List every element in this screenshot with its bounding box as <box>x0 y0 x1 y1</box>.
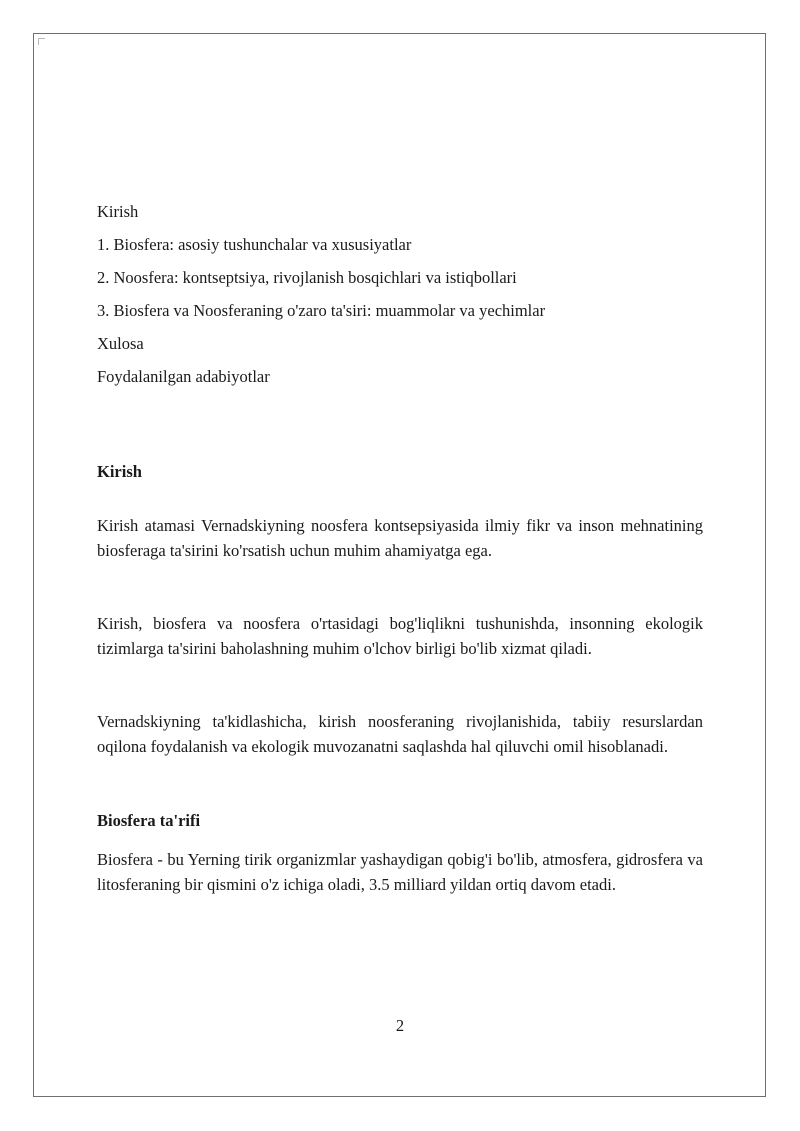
toc-item-noosphere: 2. Noosfera: kontseptsiya, rivojlanish bosqichlari va istiqbollari <box>97 268 517 287</box>
toc-item-interaction: 3. Biosfera va Noosferaning o'zaro ta'siri: muammolar va yechimlar <box>97 301 546 320</box>
intro-paragraph-1: Kirish atamasi Vernadskiyning noosfera kontsepsiyasida ilmiy fikr va inson mehnatining biosferaga ta'sirini ko'rsatish uchun muhim ahamiyatga ega. <box>97 516 703 560</box>
intro-paragraph-3: Vernadskiyning ta'kidlashicha, kirish noosferaning rivojlanishida, tabiiy resurslardan oqilona foydalanish va ekologik muvozanatni saqlashda hal qiluvchi omil hisoblanadi. <box>97 712 703 756</box>
page-number: 2 <box>395 1016 405 1035</box>
table-of-contents <box>97 200 703 398</box>
intro-heading: Kirish <box>97 462 142 481</box>
biosphere-paragraph-1: Biosfera - bu Yerning tirik organizmlar yashaydigan qobig'i bo'lib, atmosfera, gidrosfera va litosferaning bir qismini o'z ichiga oladi, 3.5 milliard yildan ortiq davom etadi. <box>97 850 703 894</box>
intro-paragraph-2: Kirish, biosfera va noosfera o'rtasidagi bog'liqlikni tushunishda, insonning ekologik tizimlarga ta'sirini baholashning muhim o'lchov birligi bo'lib xizmat qiladi. <box>97 614 703 658</box>
toc-item-biosphere: 1. Biosfera: asosiy tushunchalar va xususiyatlar <box>97 235 412 254</box>
document-body <box>97 200 703 897</box>
toc-item-references: Foydalanilgan adabiyotlar <box>97 367 270 386</box>
toc-item-intro: Kirish <box>97 202 139 221</box>
biosphere-heading: Biosfera ta'rifi <box>97 811 201 830</box>
corner-crop-mark <box>38 38 45 45</box>
toc-item-conclusion: Xulosa <box>97 334 144 353</box>
